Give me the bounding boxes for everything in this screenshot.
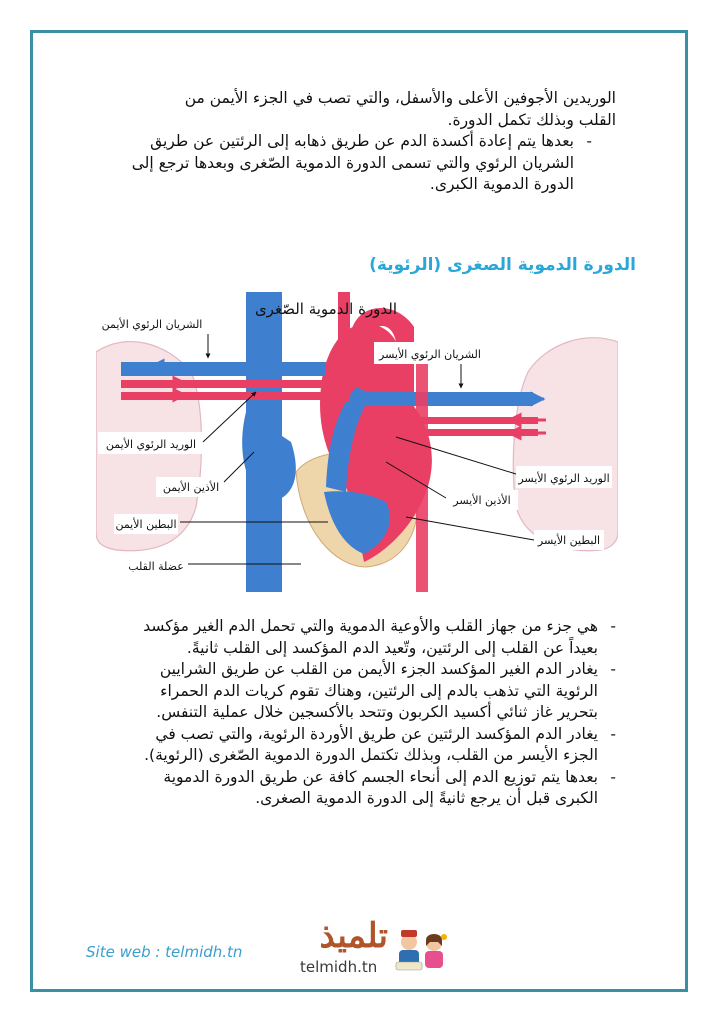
bullet-line: بعدها يتم توزيع الدم إلى أنحاء الجسم كافة عن طريق الدورة الدموية [163, 767, 598, 786]
site-link[interactable]: Site web : telmidh.tn [86, 943, 243, 961]
label-left-ventricle: البطين الأيسر [537, 534, 601, 547]
diagram-title: الدورة الدموية الصّغرى [254, 300, 398, 318]
right-pulmonary-artery [121, 362, 326, 376]
telmidh-logo [300, 916, 450, 980]
bullet-dash: - [610, 724, 616, 743]
bullet-line: بعيداً عن القلب إلى الرئتين، وتّعيد الدم المؤكسد إلى القلب ثانيةً. [186, 638, 598, 657]
bullet-line: هي جزء من جهاز القلب والأوعية الدموية والتي تحمل الدم الغير مؤكسد [143, 617, 598, 635]
list-item [72, 131, 592, 196]
logo-english-text: telmidh.tn [300, 958, 378, 976]
label-right-ventricle: البطين الأيمن [115, 518, 177, 531]
bullet-line: يغادر الدم الغير المؤكسد الجزء الأيمن من القلب عن طريق الشرايين [159, 660, 598, 678]
bullet-line: الكبرى قبل أن يرجع ثانيةً إلى الدورة الدموية الصغرى. [255, 789, 598, 807]
label-right-pulmonary-artery: الشريان الرئوي الأيمن [101, 318, 203, 331]
label-right-pulmonary-vein: الوريد الرئوي الأيمن [105, 438, 197, 451]
label-right-atrium: الأذين الأيمن [162, 481, 220, 494]
bullet-dash: - [610, 617, 616, 635]
bullet-line: يغادر الدم المؤكسد الرئتين عن طريق الأوردة الرئوية، والتي تصب في [155, 724, 598, 743]
intro-paragraph [116, 88, 616, 131]
pulmonary-circulation-diagram [96, 292, 618, 594]
list-item [96, 724, 616, 767]
label-heart-muscle: عضلة القلب [128, 560, 184, 573]
left-lung [513, 338, 618, 551]
intro-line: الوريدين الأجوفين الأعلى والأسفل، والتي تصب في الجزء الأيمن من [184, 89, 616, 107]
label-left-pulmonary-artery: الشريان الرئوي الأيسر [379, 348, 481, 361]
kids-icon [392, 926, 450, 978]
label-left-atrium: الأذين الأيسر [453, 494, 511, 507]
intro-line: القلب وبذلك تكمل الدورة. [447, 110, 616, 129]
list-item [96, 616, 616, 659]
bullet-dash: - [610, 660, 616, 678]
list-item [96, 767, 616, 810]
bullet-line: بتحرير غاز ثنائي أكسيد الكربون وتتحد بالأكسجين خلال عملية التنفس. [156, 703, 598, 721]
bullet-line: الجزء الأيسر من القلب، وبذلك تكتمل الدورة الدموية الصّغرى (الرئوية). [144, 746, 598, 764]
bullet-line: الرئوية التي تذهب بالدم إلى الرئتين، وهناك تقوم كريات الدم الحمراء [160, 681, 598, 700]
bullet-list [96, 616, 616, 810]
bullet-dash: - [586, 132, 592, 150]
bullet-line: بعدها يتم إعادة أكسدة الدم عن طريق ذهابه إلى الرئتين عن طريق [150, 132, 574, 150]
list-item [96, 659, 616, 724]
bullet-line: الدورة الدموية الكبرى. [429, 175, 574, 193]
intro-bullet-list [72, 131, 592, 196]
label-left-pulmonary-vein: الوريد الرئوي الأيسر [518, 472, 610, 485]
logo-arabic-text: تلميذ [319, 916, 388, 956]
bullet-dash: - [610, 767, 616, 786]
bullet-line: الشريان الرئوي والتي تسمى الدورة الدموية الصّغرى وبعدها ترجع إلى [131, 153, 574, 172]
section-heading: الدورة الدموية الصغرى (الرئوية) [369, 255, 636, 275]
